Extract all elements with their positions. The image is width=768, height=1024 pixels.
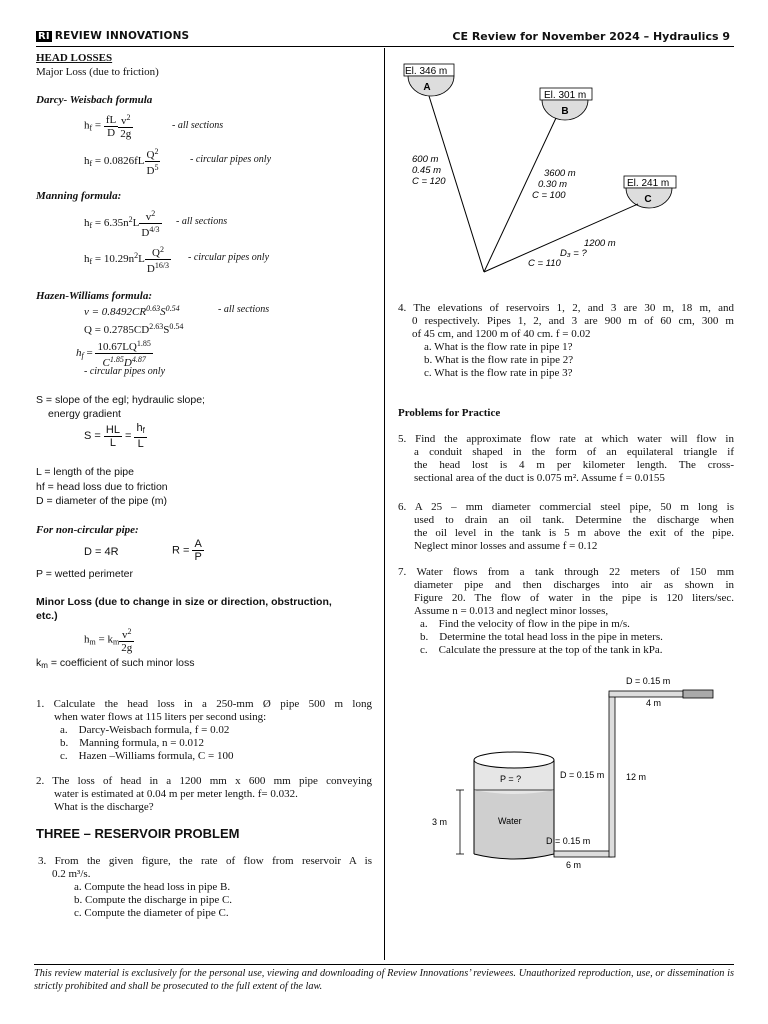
km-definition: $k_m$ = coefficient of such minor loss	[36, 657, 195, 670]
problem-4-line-3: of 45 cm, and 1200 m of 40 cm. f = 0.02	[412, 328, 591, 340]
problem-3-b: b. Compute the discharge in pipe C.	[74, 894, 233, 906]
tank-top	[474, 752, 554, 768]
problem-4-line-1: 4. The elevations of reservoirs 1, 2, and 3 are 30 m, 18 m, and	[398, 302, 734, 314]
hazen-title: Hazen-Williams formula:	[36, 290, 153, 302]
manning-note-all: - all sections	[176, 216, 228, 227]
hazen-formula-3: $h_f$ = $\frac{10.67LQ^{1.85}}{C^{1.85}D^{4.87}}$	[76, 339, 151, 369]
page-title: CE Review for November 2024 – Hydraulics 9	[452, 30, 730, 43]
brand-logo	[36, 30, 189, 42]
darcy-note-all: - all sections	[172, 120, 224, 131]
problem-4-a: a. What is the flow rate in pipe 1?	[424, 341, 573, 353]
darcy-title: Darcy- Weisbach formula	[36, 94, 153, 106]
footer-disclaimer: This review material is exclusively for the personal use, viewing and downloading of Review Innovations’ reviewees. Unauthorized reproduction, use, or dissemination is strictly prohibited and shall be prosecuted to the full extent of the law.	[34, 964, 734, 993]
energy-gradient: energy gradient	[48, 408, 121, 420]
problem-1	[36, 698, 372, 763]
reservoir-c-elevation: El. 241 m	[627, 178, 670, 189]
problem-5-line-3: the head lost is 4 m per kilometer length. The cross-	[414, 459, 734, 471]
problem-5-line-1: 5. Find the approximate flow rate at which water will flow in	[398, 433, 734, 445]
major-loss-heading: Major Loss (due to friction)	[36, 66, 159, 78]
minor-loss-title-2: etc.)	[36, 610, 58, 622]
d-definition: D = diameter of the pipe (m)	[36, 495, 168, 507]
problem-6	[398, 501, 734, 553]
reservoir-c-label: C	[644, 194, 652, 205]
page-header	[36, 30, 734, 47]
problem-1-line-2: when water flows at 115 liters per second using:	[54, 711, 267, 723]
problem-4-b: b. What is the flow rate in pipe 2?	[424, 354, 574, 366]
brand-name: REVIEW INNOVATIONS	[54, 30, 190, 42]
problem-4	[398, 302, 734, 380]
darcy-formula-1: $h_f$ = $\frac{fL}{D}$ $\frac{v^2}{2g}$	[84, 113, 132, 140]
hydraulic-radius-formula: R = $\frac{A}{P}$	[172, 538, 202, 563]
problem-3-line-1: 3. From the given figure, the rate of flow from reservoir A is	[38, 855, 372, 867]
reservoir-a-elevation: El. 346 m	[405, 66, 448, 77]
manning-formula-1: $h_f = 6.35n^2L$ $\frac{v^2}{D^{4/3}}$	[84, 209, 160, 239]
hazen-note-circular: - circular pipes only	[84, 366, 166, 377]
p-definition: P = wetted perimeter	[36, 568, 133, 580]
pipe-outlet	[683, 690, 713, 698]
hazen-formula-2: $Q = 0.2785CD^{2.63}S^{0.54}$	[84, 322, 184, 336]
noncircular-title: For non-circular pipe:	[36, 524, 139, 536]
problem-6-line-3: the oil level in the tank is 5 m above the exit of the pipe.	[414, 527, 734, 539]
problem-1-b: b. Manning formula, n = 0.012	[60, 737, 204, 749]
reservoir-b-elevation: El. 301 m	[544, 90, 587, 101]
dim-6m-label: 6 m	[566, 860, 582, 870]
problem-7-line-1: 7. Water flows from a tank through 22 meters of 150 mm	[398, 566, 734, 578]
section-head-losses: HEAD LOSSES	[36, 52, 113, 64]
s-definition: S = slope of the egl; hydraulic slope;	[36, 394, 205, 406]
problem-6-line-1: 6. A 25 – mm diameter commercial steel pipe, 50 m long is	[398, 501, 734, 513]
dim-4m-label: 4 m	[646, 698, 662, 708]
pipe-vertical	[609, 694, 615, 857]
slope-formula: S = $\frac{HL}{L}$ = $\frac{h_f}{L}$	[84, 422, 145, 450]
tank-pipe-figure	[420, 672, 720, 872]
hazen-formula-1: $v = 0.8492CR^{0.63}S^{0.54}$	[84, 304, 180, 318]
water-label: Water	[498, 816, 522, 826]
manning-formula-2: $h_f = 10.29n^2L$ $\frac{Q^2}{D^{16/3}}$	[84, 245, 170, 275]
hazen-note-all: - all sections	[218, 304, 270, 315]
pipe-b-length: 3600 m	[544, 168, 576, 179]
manning-note-circular: - circular pipes only	[188, 252, 270, 263]
dim-mid-diameter: D = 0.15 m	[560, 770, 605, 780]
problem-3-c: c. Compute the diameter of pipe C.	[74, 907, 229, 919]
l-definition: L = length of the pipe	[36, 466, 134, 478]
dim-3m-label: 3 m	[432, 817, 448, 827]
manning-title: Manning formula:	[36, 190, 122, 202]
problem-5	[398, 433, 734, 485]
reservoir-a-label: A	[423, 82, 431, 93]
pipe-a-diameter: 0.45 m	[412, 165, 442, 176]
km-definition-text: = coefficient of such minor loss	[50, 657, 195, 669]
darcy-formula-2: $h_f = 0.0826fL$ $\frac{Q^2}{D^5}$	[84, 147, 159, 177]
minor-loss-formula: $h_m = k_m$ $\frac{v^2}{2g}$	[84, 627, 133, 654]
problem-6-line-2: used to drain an oil tank. Determine the discharge when	[414, 514, 734, 526]
problem-7	[398, 566, 734, 657]
problem-1-a: a. Darcy-Weisbach formula, f = 0.02	[60, 724, 230, 736]
pipe-c-length: 1200 m	[584, 238, 616, 249]
pipe-a-length: 600 m	[412, 154, 439, 165]
problem-5-line-4: sectional area of the duct is 0.075 m². Assume f = 0.0155	[414, 472, 665, 484]
problem-7-b: b. Determine the total head loss in the pipe in meters.	[420, 631, 663, 643]
reservoir-b-label: B	[561, 106, 569, 117]
problem-7-c: c. Calculate the pressure at the top of the tank in kPa.	[420, 644, 663, 656]
problem-4-c: c. What is the flow rate in pipe 3?	[424, 367, 573, 379]
pressure-label: P = ?	[500, 774, 522, 784]
three-reservoir-heading: THREE – RESERVOIR PROBLEM	[36, 826, 240, 841]
pipe-b-diameter: 0.30 m	[538, 179, 568, 190]
pipe-horizontal-top	[609, 691, 683, 697]
pipe-b-coefficient: C = 100	[532, 190, 566, 201]
hydraulic-diameter-formula: D = 4R	[84, 546, 119, 558]
darcy-note-circular: - circular pipes only	[190, 154, 272, 165]
problem-5-line-2: a conduit shaped in the form of an equilateral triangle if	[414, 446, 734, 458]
problem-2-line-3: What is the discharge?	[54, 801, 154, 813]
problem-3-a: a. Compute the head loss in pipe B.	[74, 881, 231, 893]
problem-7-line-3: Figure 20. The flow of water in the pipe is 120 liters/sec.	[414, 592, 734, 604]
pipe-a-coefficient: C = 120	[412, 176, 446, 187]
pipe-c-coefficient: C = 110	[528, 258, 561, 269]
minor-loss-title: Minor Loss (due to change in size or direction, obstruction,	[36, 596, 332, 608]
brand-mark: RI	[38, 31, 50, 42]
dim-top-diameter: D = 0.15 m	[626, 676, 671, 686]
problem-2-line-1: 2. The loss of head in a 1200 mm x 600 mm pipe conveying	[36, 775, 372, 787]
problem-1-c: c. Hazen –Williams formula, C = 100	[60, 750, 234, 762]
problem-7-line-4: Assume n = 0.013 and neglect minor losses,	[414, 605, 609, 617]
hf-definition: hf = head loss due to friction	[36, 481, 168, 493]
problem-4-line-2: 0 respectively. Pipes 1, 2, and 3 are 900 m of 60 cm, 300 m	[412, 315, 734, 327]
dim-bottom-diameter: D = 0.15 m	[546, 836, 591, 846]
problem-7-a: a. Find the velocity of flow in the pipe in m/s.	[420, 618, 630, 630]
problem-3	[38, 855, 372, 920]
pipe-horizontal-bottom	[554, 851, 612, 857]
problem-1-line-1: 1. Calculate the head loss in a 250-mm Ø pipe 500 m long	[36, 698, 372, 710]
problem-3-line-2: 0.2 m³/s.	[52, 868, 91, 880]
problem-2-line-2: water is estimated at 0.04 m per meter length. f= 0.032.	[54, 788, 298, 800]
column-divider	[384, 48, 385, 960]
problem-2	[36, 775, 372, 814]
problem-7-line-2: diameter pipe and then discharges into air as shown in	[414, 579, 734, 591]
dim-12m-label: 12 m	[626, 772, 647, 782]
pipe-c-diameter: D₃ = ?	[560, 248, 587, 259]
problem-6-line-4: Neglect minor losses and assume f = 0.12	[414, 540, 598, 552]
practice-heading: Problems for Practice	[398, 407, 501, 419]
three-reservoir-figure	[396, 56, 696, 282]
